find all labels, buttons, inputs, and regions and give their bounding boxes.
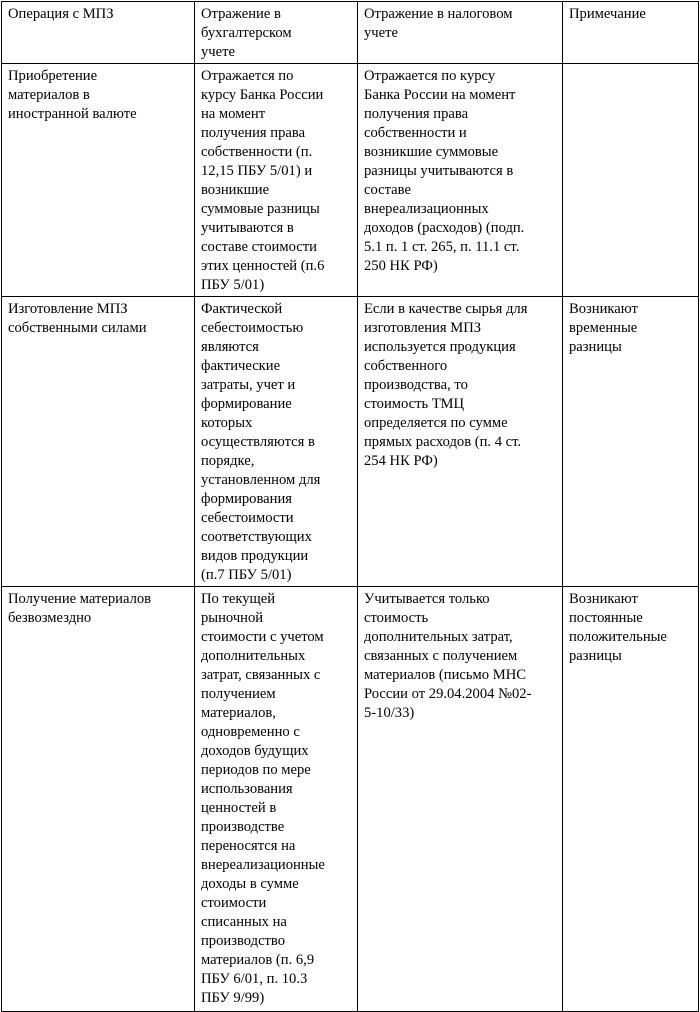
cell-text-line: Банка России на момент <box>364 87 516 103</box>
cell-text-line: получением <box>201 686 276 702</box>
cell-text-line: Отражается по курсу <box>364 68 496 84</box>
cell-text-line: России от 29.04.2004 №02- <box>364 686 532 702</box>
cell-text-line: постоянные <box>569 610 643 626</box>
cell-text-line: Получение материалов <box>8 591 152 607</box>
header-note-line: Примечание <box>569 6 646 22</box>
cell-operation <box>2 297 195 587</box>
cell-text-line: получения права <box>364 106 469 122</box>
cell-text-line: материалов (письмо МНС <box>364 667 526 683</box>
cell-text-line: доходы в сумме <box>201 876 299 892</box>
cell-text-line: которых <box>201 415 253 431</box>
cell-text-line: являются <box>201 339 259 355</box>
cell-text-line: списанных на <box>201 914 287 930</box>
cell-text-line: (п.7 ПБУ 5/01) <box>201 567 292 583</box>
cell-text-line: материалов (п. 6,9 <box>201 952 315 968</box>
table-row <box>2 587 699 1012</box>
cell-text-line: внереализационных <box>364 201 489 217</box>
header-cell-tax <box>358 2 563 64</box>
cell-text-line: стоимости <box>201 895 267 911</box>
cell-text-line: периодов по мере <box>201 762 311 778</box>
cell-text-line: Возникают <box>569 301 638 317</box>
cell-text-line: фактические <box>201 358 281 374</box>
header-cell-accounting <box>195 2 358 64</box>
cell-text-line: ПБУ 5/01) <box>201 277 265 293</box>
cell-text-line: формирования <box>201 491 292 507</box>
cell-text-line: курсу Банка России <box>201 87 324 103</box>
cell-text-line: стоимость ТМЦ <box>364 396 465 412</box>
cell-text-line: формирование <box>201 396 292 412</box>
cell-text-line: 254 НК РФ) <box>364 453 438 469</box>
cell-note <box>563 587 699 1012</box>
header-cell-operation <box>2 2 195 64</box>
cell-text-line: рыночной <box>201 610 264 626</box>
cell-text-line: собственности (п. <box>201 144 313 160</box>
header-accounting-line: бухгалтерском <box>201 25 292 41</box>
cell-operation <box>2 587 195 1012</box>
header-cell-note <box>563 2 699 64</box>
header-tax-line: Отражение в налоговом <box>364 6 513 22</box>
cell-text-line: прямых расходов (п. 4 ст. <box>364 434 522 450</box>
table-row <box>2 64 699 297</box>
cell-text-line: возникшие <box>201 182 270 198</box>
cell-text-line: По текущей <box>201 591 276 607</box>
cell-text-line: этих ценностей (п.6 <box>201 258 325 274</box>
cell-note <box>563 297 699 587</box>
cell-text-line: составе <box>364 182 411 198</box>
cell-text-line: соответствующих <box>201 529 312 545</box>
cell-text-line: ПБУ 6/01, п. 10.3 <box>201 971 308 987</box>
cell-text-line: изготовления МПЗ <box>364 320 482 336</box>
cell-text-line: возникшие суммовые <box>364 144 499 160</box>
cell-text-line: связанных с получением <box>364 648 518 664</box>
cell-text-line: дополнительных затрат, <box>364 629 513 645</box>
cell-text-line: материалов в <box>8 87 90 103</box>
cell-text-line: ценностей в <box>201 800 277 816</box>
cell-text-line: производство <box>201 933 286 949</box>
cell-operation <box>2 64 195 297</box>
cell-accounting <box>195 64 358 297</box>
cell-text-line: порядке, <box>201 453 255 469</box>
cell-text-line: материалов, <box>201 705 276 721</box>
cell-text-line: затраты, учет и <box>201 377 296 393</box>
cell-tax <box>358 297 563 587</box>
cell-text-line: используется продукция <box>364 339 516 355</box>
cell-text-line: составе стоимости <box>201 239 317 255</box>
cell-text-line: затрат, связанных с <box>201 667 321 683</box>
cell-text-line: временные <box>569 320 638 336</box>
cell-text-line: Учитывается только <box>364 591 490 607</box>
cell-text-line: безвозмездно <box>8 610 92 626</box>
cell-text-line: осуществляются в <box>201 434 315 450</box>
cell-text-line: разницы <box>569 339 622 355</box>
cell-text-line: определяется по сумме <box>364 415 508 431</box>
cell-accounting <box>195 587 358 1012</box>
cell-text-line: производства, то <box>364 377 468 393</box>
cell-text-line: иностранной валюте <box>8 106 137 122</box>
header-tax-line: учете <box>364 25 398 41</box>
header-operation-line: Операция с МПЗ <box>8 6 114 22</box>
cell-text-line: стоимость <box>364 610 429 626</box>
cell-text-line: ПБУ 9/99) <box>201 990 265 1006</box>
cell-text-line: собственности и <box>364 125 467 141</box>
cell-text-line: Если в качестве сырья для <box>364 301 528 317</box>
cell-text-line: дополнительных <box>201 648 306 664</box>
cell-tax <box>358 587 563 1012</box>
header-accounting-line: Отражение в <box>201 6 281 22</box>
cell-text-line: Фактической <box>201 301 283 317</box>
cell-text-line: собственного <box>364 358 448 374</box>
mpz-comparison-table <box>1 1 699 1012</box>
cell-text-line: переносятся на <box>201 838 296 854</box>
cell-text-line: Изготовление МПЗ <box>8 301 128 317</box>
header-accounting-line: учете <box>201 44 235 60</box>
cell-text-line: установленном для <box>201 472 321 488</box>
cell-text-line: доходов будущих <box>201 743 309 759</box>
cell-text-line: себестоимостью <box>201 320 304 336</box>
cell-text-line: доходов (расходов) (подп. <box>364 220 525 236</box>
cell-text-line: суммовые разницы <box>201 201 320 217</box>
cell-text-line: себестоимости <box>201 510 294 526</box>
cell-text-line: стоимости с учетом <box>201 629 324 645</box>
cell-accounting <box>195 297 358 587</box>
cell-text-line: Возникают <box>569 591 638 607</box>
cell-text-line: 5-10/33) <box>364 705 415 721</box>
cell-text-line: одновременно с <box>201 724 300 740</box>
cell-text-line: получения права <box>201 125 306 141</box>
cell-text-line: 12,15 ПБУ 5/01) и <box>201 163 313 179</box>
cell-text-line: разницы учитываются в <box>364 163 514 179</box>
cell-text-line: видов продукции <box>201 548 309 564</box>
cell-text-line: учитываются в <box>201 220 294 236</box>
table-row <box>2 297 699 587</box>
cell-text-line: разницы <box>569 648 622 664</box>
cell-text-line: Приобретение <box>8 68 98 84</box>
cell-text-line: использования <box>201 781 293 797</box>
cell-text-line: внереализационные <box>201 857 325 873</box>
cell-text-line: положительные <box>569 629 667 645</box>
cell-text-line: Отражается по <box>201 68 294 84</box>
cell-text-line: на момент <box>201 106 266 122</box>
cell-tax <box>358 64 563 297</box>
cell-text-line: производстве <box>201 819 285 835</box>
cell-note <box>563 64 699 297</box>
cell-text-line: 5.1 п. 1 ст. 265, п. 11.1 ст. <box>364 239 520 255</box>
cell-text-line: собственными силами <box>8 320 147 336</box>
header-row <box>2 2 699 64</box>
cell-text-line: 250 НК РФ) <box>364 258 438 274</box>
